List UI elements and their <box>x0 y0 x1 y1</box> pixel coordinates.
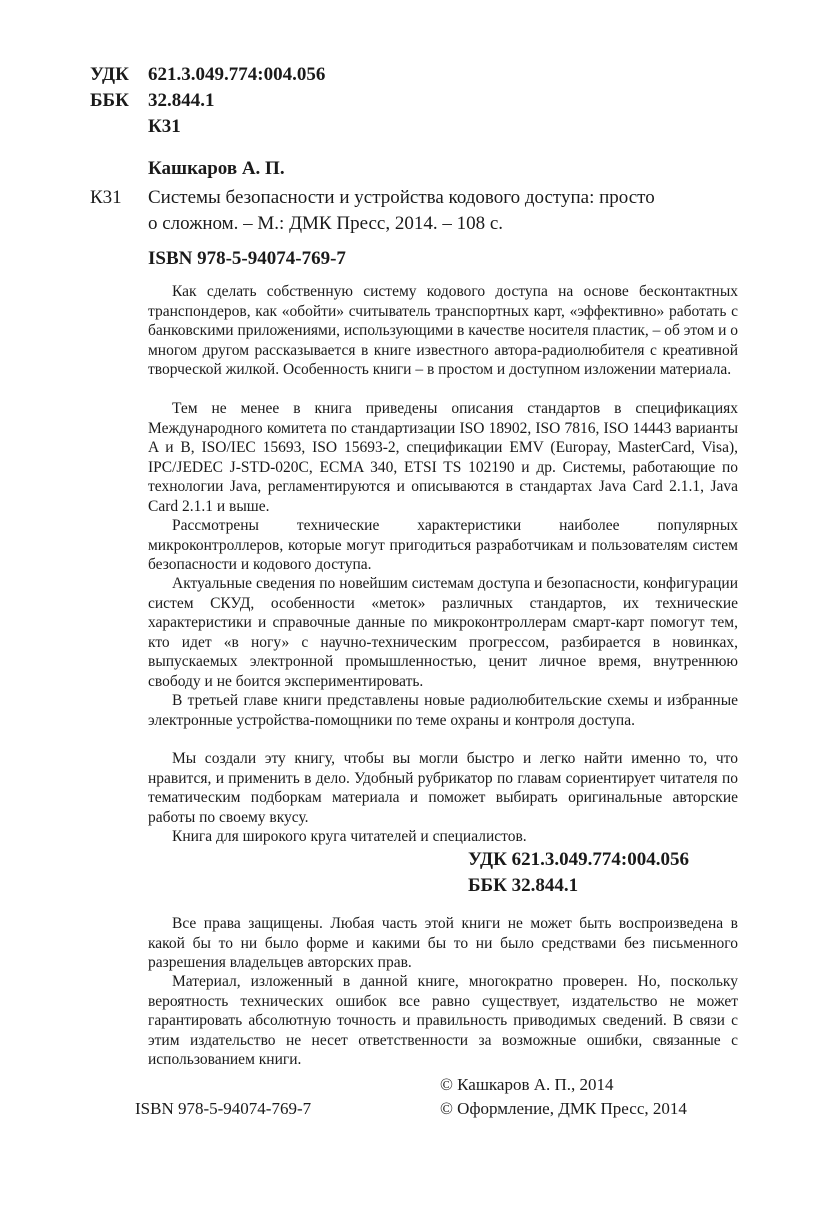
bbk-bottom: ББК 32.844.1 <box>468 875 579 896</box>
copyright-author: © Кашкаров А. П., 2014 <box>440 1075 614 1094</box>
abstract-paragraph: Рассмотрены технические характеристики наиболее популярных микроконтроллеров, которые могут пригодиться разработчикам и пользователям систем безопасности и кодового доступа. <box>148 517 738 573</box>
rights-paragraph: Все права защищены. Любая часть этой книги не может быть воспроизведена в какой бы то ни было форме и какими бы то ни было средствами без письменного разрешения владельцев авторских прав. <box>148 915 738 971</box>
abstract-paragraph: Книга для широкого круга читателей и специалистов. <box>172 828 527 845</box>
udk-label: УДК <box>90 64 129 85</box>
abstract-paragraph: Актуальные сведения по новейшим системам доступа и безопасности, конфигурации систем СКУД, особенности «меток» различных стандартов, их технические характеристики и справочные данные по микроконтроллерам смарт-карт помогут тем, кто идет «в ногу» с научно-техническим прогрессом, разбирается в новинках, выпускаемых электронной промышленностью, ценит личное время, внутреннюю свободу и не боится экспериментировать. <box>148 575 738 690</box>
author-name: Кашкаров А. П. <box>148 158 285 179</box>
author-mark: К31 <box>148 116 181 137</box>
udk-row <box>90 63 325 87</box>
abstract-paragraph: Как сделать собственную систему кодового доступа на основе бесконтактных транспондеров, как «обойти» считыватель транспортных карт, «эффективно» работать с банковскими приложениями, использующими в качестве носителя пластик, – об этом и о многом другом рассказывается в книге известного автора-радиолюбителя с креативной творческой жилкой. Особенность книги – в простом и доступном изложении материала. <box>148 283 739 378</box>
copyright-design: © Оформление, ДМК Пресс, 2014 <box>440 1099 687 1118</box>
bbk-label: ББК <box>90 90 129 111</box>
author-mark-row <box>90 115 181 139</box>
footer-isbn: ISBN 978-5-94074-769-7 <box>135 1099 312 1118</box>
udk-value: 621.3.049.774:004.056 <box>148 64 326 85</box>
bbk-row <box>90 89 215 113</box>
side-mark: К31 <box>90 187 122 208</box>
isbn-heading: ISBN 978-5-94074-769-7 <box>148 248 346 269</box>
rights-paragraph: Материал, изложенный в данной книге, многократно проверен. Но, поскольку вероятность технических ошибок все равно существует, издательство не может гарантировать абсолютную точность и правильность приводимых сведений. В связи с этим издательство не несет ответственности за возможные ошибки, связанные с использованием книги. <box>148 973 738 1068</box>
abstract-paragraph: Тем не менее в книга приведены описания стандартов в спецификациях Международного комитета по стандартизации ISO 18902, ISO 7816, ISO 14443 варианты A и B, ISO/IEC 15693, ISO 15693-2, спецификации EMV (Europay, MasterCard, Visa), IPC/JEDEC J-STD-020C, ECMA 340, ETSI TS 102190 и др. Системы, работающие по технологии Java, регламентируются и описываются в стандартах Java Card 2.1.1, Java Card 2.1.1 и выше. <box>148 400 738 515</box>
abstract-paragraph: Мы создали эту книгу, чтобы вы могли быстро и легко найти именно то, что нравится, и применить в дело. Удобный рубрикатор по главам сориентирует читателя по тематическим подборкам материала и поможет выбирать оригинальные авторские работы по своему вкусу. <box>148 750 738 826</box>
bbk-value: 32.844.1 <box>148 90 215 111</box>
abstract-paragraph: В третьей главе книги представлены новые радиолюбительские схемы и избранные электронные устройства-помощники по теме охраны и контроля доступа. <box>148 692 738 729</box>
title-line-2: о сложном. – М.: ДМК Пресс, 2014. – 108 с. <box>148 213 504 234</box>
title-line-1: Системы безопасности и устройства кодового доступа: просто <box>148 187 655 208</box>
udk-bottom: УДК 621.3.049.774:004.056 <box>468 849 689 870</box>
